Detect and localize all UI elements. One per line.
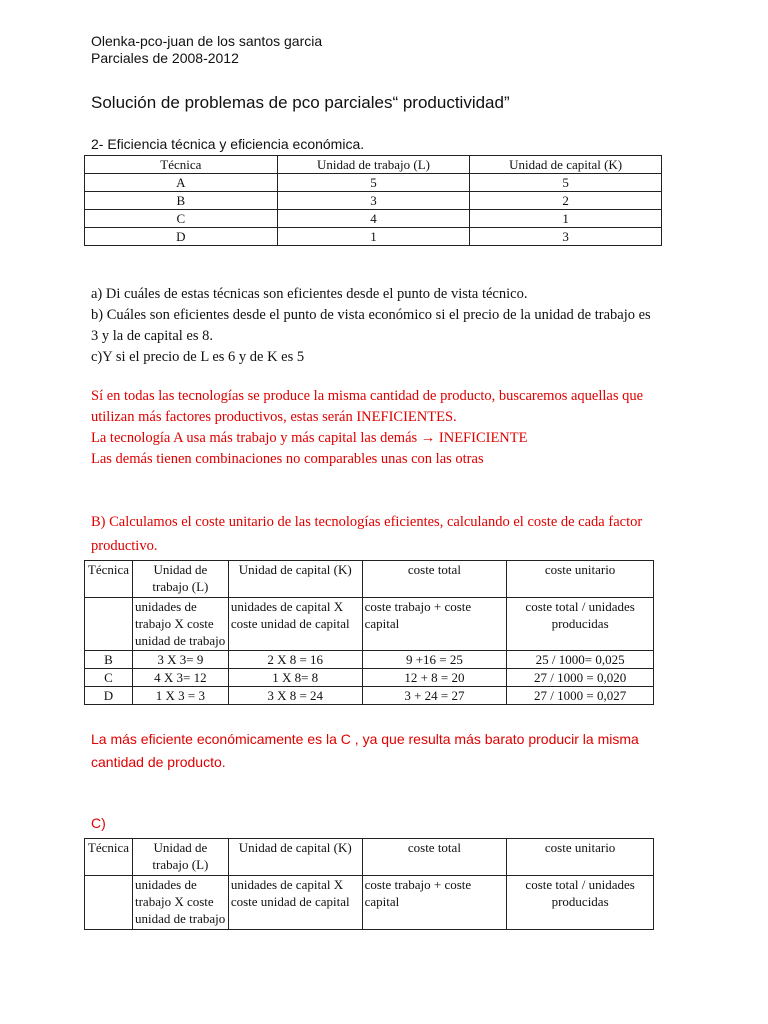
answer-a-line: Las demás tienen combinaciones no comparables unas con las otras xyxy=(91,451,484,467)
table-header-row xyxy=(85,561,654,598)
table-row xyxy=(85,651,654,669)
table-cell: C xyxy=(85,210,278,228)
unit-cost-table xyxy=(84,560,654,705)
table-row xyxy=(85,210,662,228)
table-header-cell: Unidad de trabajo (L) xyxy=(132,839,228,876)
answer-b-intro xyxy=(91,510,642,558)
table-cell: unidades de trabajo X coste unidad de trabajo xyxy=(132,598,228,651)
table-cell: 1 xyxy=(277,228,470,246)
document-header xyxy=(91,33,322,67)
answer-a-line: utilizan más factores productivos, estas serán INEFICIENTES. xyxy=(91,409,457,425)
conclusion-line: La más eficiente económicamente es la C , ya que resulta más barato producir la misma xyxy=(91,731,639,747)
conclusion-line: cantidad de producto. xyxy=(91,754,226,770)
table-header-row xyxy=(85,839,654,876)
table-header-cell: Unidad de capital (K) xyxy=(228,839,362,876)
question-a: a) Di cuáles de estas técnicas son eficientes desde el punto de vista técnico. xyxy=(91,286,528,302)
table-cell: 3 xyxy=(470,228,662,246)
table-cell: 12 + 8 = 20 xyxy=(362,669,507,687)
table-cell: 3 xyxy=(277,192,470,210)
table-cell: A xyxy=(85,174,278,192)
table-cell: 1 X 3 = 3 xyxy=(132,687,228,705)
table-header-cell: Unidad de trabajo (L) xyxy=(277,156,470,174)
formula-row xyxy=(85,598,654,651)
table-cell: 2 X 8 = 16 xyxy=(228,651,362,669)
table-cell: D xyxy=(85,687,133,705)
table-cell: unidades de capital X coste unidad de capital xyxy=(228,876,362,930)
table-cell: B xyxy=(85,192,278,210)
unit-cost-table-c xyxy=(84,838,654,930)
table-header-cell: coste total xyxy=(362,839,507,876)
section-heading: 2- Eficiencia técnica y eficiencia económica. xyxy=(91,136,365,152)
table-header-cell: Técnica xyxy=(85,561,133,598)
table-cell: 25 / 1000= 0,025 xyxy=(507,651,654,669)
table-cell: 9 +16 = 25 xyxy=(362,651,507,669)
table-cell: coste total / unidades producidas xyxy=(507,598,654,651)
table-row xyxy=(85,687,654,705)
table-cell: 3 X 3= 9 xyxy=(132,651,228,669)
table-header-cell: Técnica xyxy=(85,839,133,876)
table-row xyxy=(85,174,662,192)
table-cell: 5 xyxy=(277,174,470,192)
table-row xyxy=(85,669,654,687)
answer-b-conclusion xyxy=(91,728,639,774)
table-cell: 5 xyxy=(470,174,662,192)
table-cell: 27 / 1000 = 0,027 xyxy=(507,687,654,705)
table-header-cell: coste total xyxy=(362,561,507,598)
table-header-cell: Unidad de trabajo (L) xyxy=(132,561,228,598)
table-header-cell: Unidad de capital (K) xyxy=(470,156,662,174)
answer-c-heading: C) xyxy=(91,815,106,831)
answer-b-intro-line: B) Calculamos el coste unitario de las tecnologías eficientes, calculando el coste de cada factor xyxy=(91,514,643,530)
table-header-cell: Técnica xyxy=(85,156,278,174)
table-cell: unidades de capital X coste unidad de capital xyxy=(228,598,362,651)
answer-a-line: Sí en todas las tecnologías se produce la misma cantidad de producto, buscaremos aquellas que xyxy=(91,388,644,404)
question-b-line1: b) Cuáles son eficientes desde el punto de vista económico si el precio de la unidad de trabajo es xyxy=(91,307,651,323)
table-cell: 1 X 8= 8 xyxy=(228,669,362,687)
table-cell: 4 xyxy=(277,210,470,228)
table-header-cell: Unidad de capital (K) xyxy=(228,561,362,598)
table-cell: 3 + 24 = 27 xyxy=(362,687,507,705)
answer-a-block xyxy=(91,386,643,470)
table-header-cell: coste unitario xyxy=(507,839,654,876)
table-cell: 27 / 1000 = 0,020 xyxy=(507,669,654,687)
header-subtitle: Parciales de 2008-2012 xyxy=(91,50,239,66)
question-b-line2: 3 y la de capital es 8. xyxy=(91,328,213,344)
table-cell xyxy=(85,598,133,651)
answer-b-intro-line: productivo. xyxy=(91,538,158,554)
table-cell: coste trabajo + coste capital xyxy=(362,598,507,651)
technique-table xyxy=(84,155,662,246)
table-cell: 3 X 8 = 24 xyxy=(228,687,362,705)
header-author: Olenka-pco-juan de los santos garcia xyxy=(91,33,323,49)
table-cell: 2 xyxy=(470,192,662,210)
answer-a-line: La tecnología A usa más trabajo y más capital las demás → INEFICIENTE xyxy=(91,430,528,446)
table-header-row xyxy=(85,156,662,174)
table-cell: coste trabajo + coste capital xyxy=(362,876,507,930)
table-cell: 4 X 3= 12 xyxy=(132,669,228,687)
table-cell: coste total / unidades producidas xyxy=(507,876,654,930)
table-cell xyxy=(85,876,133,930)
table-cell: unidades de trabajo X coste unidad de trabajo xyxy=(132,876,228,930)
table-header-cell: coste unitario xyxy=(507,561,654,598)
table-cell: 1 xyxy=(470,210,662,228)
table-cell: B xyxy=(85,651,133,669)
table-cell: C xyxy=(85,669,133,687)
formula-row xyxy=(85,876,654,930)
table-cell: D xyxy=(85,228,278,246)
question-c: c)Y si el precio de L es 6 y de K es 5 xyxy=(91,349,305,365)
page-title: Solución de problemas de pco parciales“ productividad” xyxy=(91,93,510,112)
questions-block xyxy=(91,284,651,368)
table-row xyxy=(85,228,662,246)
table-row xyxy=(85,192,662,210)
